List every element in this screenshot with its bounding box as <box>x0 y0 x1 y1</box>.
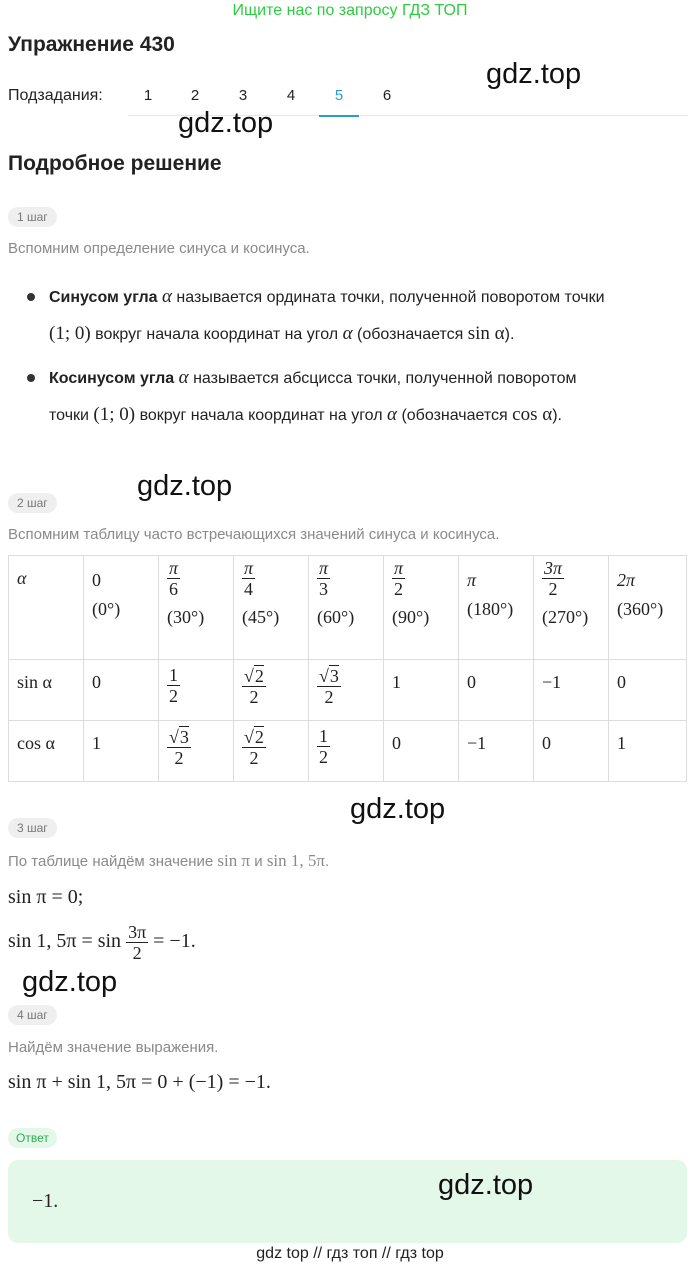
answer-value: −1. <box>32 1190 59 1212</box>
bullet-icon <box>27 374 35 382</box>
table-cell: $\frac{1}{2}$ <box>309 721 384 782</box>
table-cell: 0 <box>459 660 534 721</box>
table-cell: 0 <box>534 721 609 782</box>
table-row-label: sin α <box>9 660 84 721</box>
step-1-note: Вспомним определение синуса и косинуса. <box>8 240 310 257</box>
table-header-alpha: α <box>9 556 84 660</box>
table-cell: $\frac{3\pi}{2}$ (270°) <box>534 556 609 660</box>
sine-term: Синусом угла <box>49 289 158 306</box>
table-cell: 2π (360°) <box>609 556 687 660</box>
answer-box <box>8 1160 687 1243</box>
table-cell: π (180°) <box>459 556 534 660</box>
step-2-badge: 2 шаг <box>8 493 57 513</box>
cosine-definition: Косинусом угла α называется абсцисса точки, полученной поворотом точки (1; 0) вокруг начала координат на угол α (обозначается cos α). <box>49 367 577 425</box>
answer-badge: Ответ <box>8 1128 57 1148</box>
table-cell: −1 <box>459 721 534 782</box>
step-4-badge: 4 шаг <box>8 1005 57 1025</box>
table-cell: $\frac{\pi}{2}$ (90°) <box>384 556 459 660</box>
equation-sin-15pi: sin 1, 5π = sin $\frac{3\pi}{2}$ = −1. <box>8 922 196 963</box>
equation-sin-pi: sin π = 0; <box>8 886 84 908</box>
step-4-note: Найдём значение выражения. <box>8 1039 219 1056</box>
step-2-note: Вспомним таблицу часто встречающихся значений синуса и косинуса. <box>8 526 500 543</box>
table-cell: −1 <box>534 660 609 721</box>
subtask-tab-2[interactable]: 2 <box>190 87 200 104</box>
table-row-angles <box>9 556 687 660</box>
watermark: gdz.top <box>350 793 446 825</box>
table-row-label: cos α <box>9 721 84 782</box>
cosine-def-text-d: (обозначается <box>401 407 508 424</box>
cosine-def-text-a: называется абсцисса точки, полученной поворотом <box>193 370 577 387</box>
table-cell: $\frac{\pi}{4}$ (45°) <box>234 556 309 660</box>
table-cell: 1 <box>384 660 459 721</box>
table-cell: 0 (0°) <box>84 556 159 660</box>
cosine-def-text-b: точки <box>49 407 89 424</box>
bullet-icon <box>27 293 35 301</box>
cos-alpha-notation: cos α <box>512 404 553 425</box>
table-cell: $\frac{√2}{2}$ <box>234 721 309 782</box>
table-cell: 0 <box>609 660 687 721</box>
table-cell: $\frac{\pi}{3}$ (60°) <box>309 556 384 660</box>
table-cell: $\frac{1}{2}$ <box>159 660 234 721</box>
table-row-cos <box>9 721 687 782</box>
table-cell: 0 <box>84 660 159 721</box>
alpha-symbol: α <box>178 367 189 388</box>
alpha-symbol: α <box>342 323 353 344</box>
subtask-tab-3[interactable]: 3 <box>238 87 248 104</box>
table-cell: 1 <box>84 721 159 782</box>
solution-heading: Подробное решение <box>8 152 222 175</box>
step-3-note: По таблице найдём значение sin π и sin 1, 5π. <box>8 851 330 870</box>
page-title: Упражнение 430 <box>8 33 175 56</box>
subtask-tab-1[interactable]: 1 <box>143 87 153 104</box>
sine-def-text-c: (обозначается <box>357 326 464 343</box>
step-3-badge: 3 шаг <box>8 818 57 838</box>
alpha-symbol: α <box>161 286 172 307</box>
sine-definition: Синусом угла α называется ордината точки, полученной поворотом точки (1; 0) вокруг начала координат на угол α (обозначается sin α). <box>49 286 605 344</box>
table-cell: $\frac{√3}{2}$ <box>309 660 384 721</box>
cosine-def-text-c: вокруг начала координат на угол <box>139 407 383 424</box>
watermark: gdz.top <box>137 470 233 502</box>
table-cell: $\frac{√2}{2}$ <box>234 660 309 721</box>
sine-def-text-b: вокруг начала координат на угол <box>95 326 339 343</box>
table-cell: $\frac{√3}{2}$ <box>159 721 234 782</box>
table-cell: 0 <box>384 721 459 782</box>
watermark: gdz.top <box>486 58 582 90</box>
watermark: gdz.top <box>178 107 274 139</box>
search-banner: Ищите нас по запросу ГДЗ ТОП <box>232 2 468 19</box>
table-cell: $\frac{\pi}{6}$ (30°) <box>159 556 234 660</box>
subtask-tab-4[interactable]: 4 <box>286 87 296 104</box>
trig-values-table <box>8 555 687 782</box>
cosine-term: Косинусом угла <box>49 370 175 387</box>
sine-def-text-a: называется ордината точки, полученной поворотом точки <box>176 289 605 306</box>
point-coords: (1; 0) <box>93 404 136 425</box>
alpha-symbol: α <box>387 404 397 425</box>
table-row-sin <box>9 660 687 721</box>
step-1-badge: 1 шаг <box>8 207 57 227</box>
sin-alpha-notation: sin α <box>467 323 505 344</box>
subtask-tab-5[interactable]: 5 <box>319 87 359 104</box>
watermark: gdz.top <box>438 1169 534 1201</box>
watermark: gdz.top <box>22 966 118 998</box>
subtask-tab-6[interactable]: 6 <box>382 87 392 104</box>
equation-final: sin π + sin 1, 5π = 0 + (−1) = −1. <box>8 1071 271 1093</box>
table-cell: 1 <box>609 721 687 782</box>
subtasks-label: Подзадания: <box>8 87 103 104</box>
point-coords: (1; 0) <box>49 323 91 344</box>
footer-links: gdz top // гдз топ // гдз top <box>256 1245 444 1262</box>
